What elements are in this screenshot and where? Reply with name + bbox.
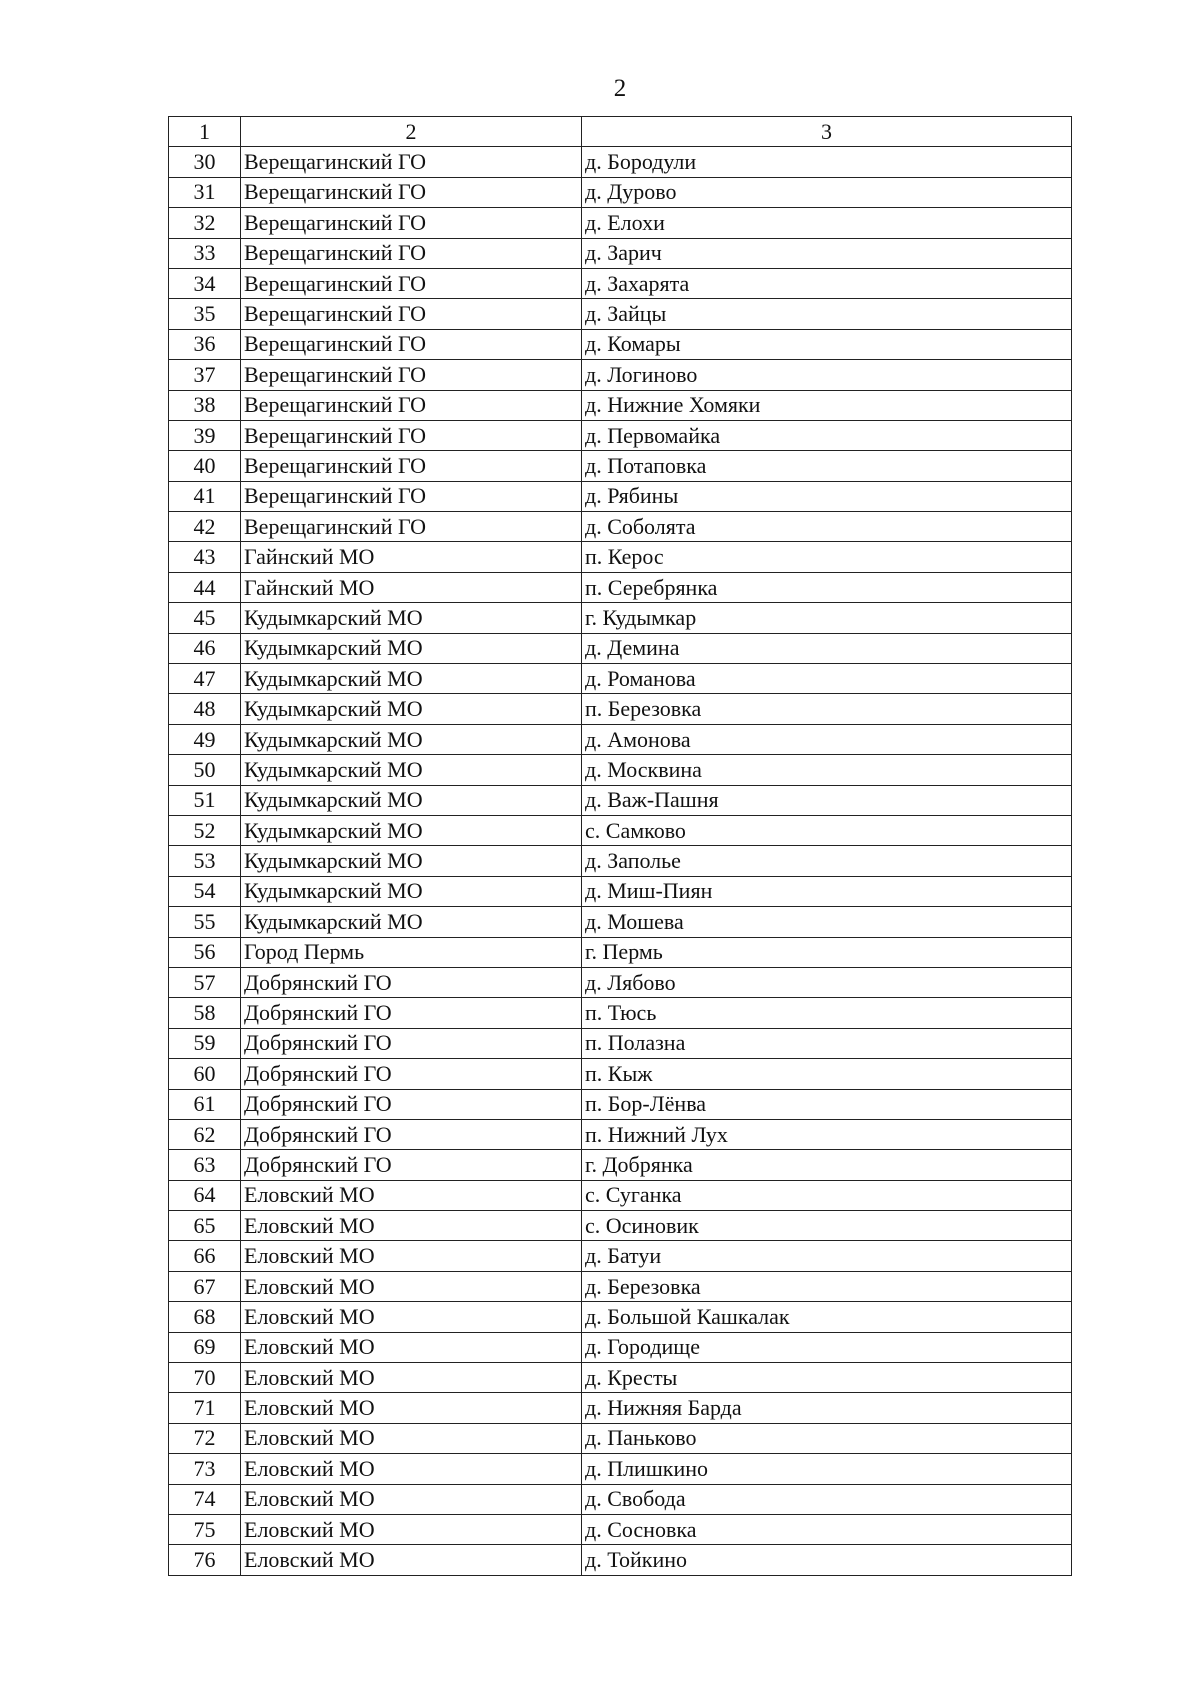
- table-row: [169, 1150, 1072, 1180]
- row-number-cell: 74: [169, 1484, 241, 1514]
- municipality-cell: Добрянский ГО: [241, 1059, 582, 1089]
- municipality-cell: Верещагинский ГО: [241, 268, 582, 298]
- table-row: [169, 633, 1072, 663]
- row-number-cell: 63: [169, 1150, 241, 1180]
- municipality-cell: Добрянский ГО: [241, 1119, 582, 1149]
- municipality-cell: Верещагинский ГО: [241, 420, 582, 450]
- settlement-cell: д. Дурово: [582, 177, 1072, 207]
- municipality-cell: Еловский МО: [241, 1514, 582, 1544]
- row-number-cell: 38: [169, 390, 241, 420]
- row-number-cell: 66: [169, 1241, 241, 1271]
- settlement-cell: д. Кресты: [582, 1363, 1072, 1393]
- header-cell-settlement: 3: [582, 117, 1072, 147]
- table-row: [169, 360, 1072, 390]
- table-row: [169, 1059, 1072, 1089]
- settlement-cell: д. Батуи: [582, 1241, 1072, 1271]
- table-row: [169, 876, 1072, 906]
- settlements-table: [168, 116, 1072, 1576]
- settlement-cell: д. Рябины: [582, 481, 1072, 511]
- settlement-cell: д. Большой Кашкалак: [582, 1302, 1072, 1332]
- table-row: [169, 846, 1072, 876]
- row-number-cell: 49: [169, 724, 241, 754]
- table-row: [169, 481, 1072, 511]
- row-number-cell: 32: [169, 208, 241, 238]
- settlement-cell: д. Захарята: [582, 268, 1072, 298]
- row-number-cell: 75: [169, 1514, 241, 1544]
- settlement-cell: д. Важ-Пашня: [582, 785, 1072, 815]
- table-row: [169, 1180, 1072, 1210]
- municipality-cell: Верещагинский ГО: [241, 329, 582, 359]
- municipality-cell: Город Пермь: [241, 937, 582, 967]
- table-row: [169, 724, 1072, 754]
- settlement-cell: д. Москвина: [582, 755, 1072, 785]
- table-row: [169, 1089, 1072, 1119]
- municipality-cell: Верещагинский ГО: [241, 208, 582, 238]
- settlement-cell: д. Соболята: [582, 512, 1072, 542]
- table-row: [169, 1545, 1072, 1575]
- row-number-cell: 71: [169, 1393, 241, 1423]
- settlement-cell: п. Березовка: [582, 694, 1072, 724]
- settlement-cell: д. Нижняя Барда: [582, 1393, 1072, 1423]
- municipality-cell: Добрянский ГО: [241, 1150, 582, 1180]
- settlement-cell: д. Нижние Хомяки: [582, 390, 1072, 420]
- settlement-cell: д. Елохи: [582, 208, 1072, 238]
- row-number-cell: 55: [169, 907, 241, 937]
- municipality-cell: Еловский МО: [241, 1393, 582, 1423]
- municipality-cell: Кудымкарский МО: [241, 664, 582, 694]
- municipality-cell: Кудымкарский МО: [241, 907, 582, 937]
- table-row: [169, 1302, 1072, 1332]
- municipality-cell: Кудымкарский МО: [241, 876, 582, 906]
- row-number-cell: 33: [169, 238, 241, 268]
- settlement-cell: д. Миш-Пиян: [582, 876, 1072, 906]
- row-number-cell: 36: [169, 329, 241, 359]
- table-row: [169, 1332, 1072, 1362]
- municipality-cell: Верещагинский ГО: [241, 177, 582, 207]
- municipality-cell: Верещагинский ГО: [241, 299, 582, 329]
- municipality-cell: Еловский МО: [241, 1454, 582, 1484]
- municipality-cell: Верещагинский ГО: [241, 451, 582, 481]
- row-number-cell: 54: [169, 876, 241, 906]
- table-row: [169, 907, 1072, 937]
- table-row: [169, 1211, 1072, 1241]
- settlement-cell: д. Тойкино: [582, 1545, 1072, 1575]
- table-row: [169, 1271, 1072, 1301]
- table-row: [169, 420, 1072, 450]
- table-row: [169, 238, 1072, 268]
- row-number-cell: 42: [169, 512, 241, 542]
- municipality-cell: Кудымкарский МО: [241, 846, 582, 876]
- settlement-cell: п. Тюсь: [582, 998, 1072, 1028]
- table-row: [169, 1028, 1072, 1058]
- municipality-cell: Кудымкарский МО: [241, 755, 582, 785]
- row-number-cell: 41: [169, 481, 241, 511]
- settlement-cell: п. Кыж: [582, 1059, 1072, 1089]
- row-number-cell: 60: [169, 1059, 241, 1089]
- row-number-cell: 48: [169, 694, 241, 724]
- settlement-cell: г. Кудымкар: [582, 603, 1072, 633]
- table-row: [169, 512, 1072, 542]
- row-number-cell: 56: [169, 937, 241, 967]
- row-number-cell: 59: [169, 1028, 241, 1058]
- table-row: [169, 1514, 1072, 1544]
- page-number: 2: [613, 75, 627, 102]
- table-row: [169, 268, 1072, 298]
- municipality-cell: Добрянский ГО: [241, 967, 582, 997]
- table-row: [169, 177, 1072, 207]
- settlement-cell: д. Первомайка: [582, 420, 1072, 450]
- table-row: [169, 1423, 1072, 1453]
- table-row: [169, 815, 1072, 845]
- row-number-cell: 69: [169, 1332, 241, 1362]
- row-number-cell: 67: [169, 1271, 241, 1301]
- settlement-cell: д. Зайцы: [582, 299, 1072, 329]
- municipality-cell: Верещагинский ГО: [241, 360, 582, 390]
- row-number-cell: 58: [169, 998, 241, 1028]
- settlement-cell: д. Городище: [582, 1332, 1072, 1362]
- settlement-cell: д. Бородули: [582, 147, 1072, 177]
- settlement-cell: с. Самково: [582, 815, 1072, 845]
- table-row: [169, 1393, 1072, 1423]
- settlement-cell: д. Комары: [582, 329, 1072, 359]
- row-number-cell: 64: [169, 1180, 241, 1210]
- table-row: [169, 1484, 1072, 1514]
- settlement-cell: п. Бор-Лёнва: [582, 1089, 1072, 1119]
- municipality-cell: Верещагинский ГО: [241, 390, 582, 420]
- row-number-cell: 57: [169, 967, 241, 997]
- settlement-cell: г. Пермь: [582, 937, 1072, 967]
- municipality-cell: Верещагинский ГО: [241, 481, 582, 511]
- row-number-cell: 35: [169, 299, 241, 329]
- settlement-cell: с. Осиновик: [582, 1211, 1072, 1241]
- row-number-cell: 68: [169, 1302, 241, 1332]
- municipality-cell: Еловский МО: [241, 1545, 582, 1575]
- table-row: [169, 664, 1072, 694]
- row-number-cell: 50: [169, 755, 241, 785]
- row-number-cell: 46: [169, 633, 241, 663]
- settlement-cell: д. Логиново: [582, 360, 1072, 390]
- table-row: [169, 998, 1072, 1028]
- settlement-cell: д. Амонова: [582, 724, 1072, 754]
- municipality-cell: Верещагинский ГО: [241, 512, 582, 542]
- settlement-cell: д. Лябово: [582, 967, 1072, 997]
- row-number-cell: 34: [169, 268, 241, 298]
- municipality-cell: Кудымкарский МО: [241, 724, 582, 754]
- table-row: [169, 1119, 1072, 1149]
- row-number-cell: 37: [169, 360, 241, 390]
- municipality-cell: Еловский МО: [241, 1484, 582, 1514]
- municipality-cell: Еловский МО: [241, 1332, 582, 1362]
- municipality-cell: Кудымкарский МО: [241, 785, 582, 815]
- table-row: [169, 694, 1072, 724]
- settlement-cell: д. Плишкино: [582, 1454, 1072, 1484]
- row-number-cell: 73: [169, 1454, 241, 1484]
- municipality-cell: Гайнский МО: [241, 542, 582, 572]
- settlement-cell: д. Зарич: [582, 238, 1072, 268]
- municipality-cell: Добрянский ГО: [241, 1089, 582, 1119]
- header-cell-number: 1: [169, 117, 241, 147]
- table-row: [169, 967, 1072, 997]
- row-number-cell: 65: [169, 1211, 241, 1241]
- settlement-cell: д. Свобода: [582, 1484, 1072, 1514]
- municipality-cell: Добрянский ГО: [241, 1028, 582, 1058]
- row-number-cell: 52: [169, 815, 241, 845]
- table-body: [169, 117, 1072, 1576]
- row-number-cell: 40: [169, 451, 241, 481]
- table-row: [169, 755, 1072, 785]
- table-row: [169, 1241, 1072, 1271]
- table-row: [169, 785, 1072, 815]
- row-number-cell: 72: [169, 1423, 241, 1453]
- row-number-cell: 31: [169, 177, 241, 207]
- municipality-cell: Еловский МО: [241, 1423, 582, 1453]
- municipality-cell: Добрянский ГО: [241, 998, 582, 1028]
- table-row: [169, 572, 1072, 602]
- table-row: [169, 147, 1072, 177]
- settlement-cell: с. Суганка: [582, 1180, 1072, 1210]
- row-number-cell: 70: [169, 1363, 241, 1393]
- row-number-cell: 45: [169, 603, 241, 633]
- municipality-cell: Кудымкарский МО: [241, 815, 582, 845]
- settlement-cell: д. Заполье: [582, 846, 1072, 876]
- row-number-cell: 61: [169, 1089, 241, 1119]
- table-row: [169, 208, 1072, 238]
- municipality-cell: Еловский МО: [241, 1211, 582, 1241]
- table-row: [169, 329, 1072, 359]
- settlement-cell: д. Сосновка: [582, 1514, 1072, 1544]
- settlement-cell: п. Серебрянка: [582, 572, 1072, 602]
- row-number-cell: 39: [169, 420, 241, 450]
- row-number-cell: 30: [169, 147, 241, 177]
- settlement-cell: д. Мошева: [582, 907, 1072, 937]
- municipality-cell: Верещагинский ГО: [241, 147, 582, 177]
- row-number-cell: 53: [169, 846, 241, 876]
- municipality-cell: Верещагинский ГО: [241, 238, 582, 268]
- header-cell-municipality: 2: [241, 117, 582, 147]
- municipality-cell: Кудымкарский МО: [241, 694, 582, 724]
- municipality-cell: Кудымкарский МО: [241, 633, 582, 663]
- table-row: [169, 603, 1072, 633]
- municipality-cell: Кудымкарский МО: [241, 603, 582, 633]
- municipality-cell: Еловский МО: [241, 1271, 582, 1301]
- municipality-cell: Гайнский МО: [241, 572, 582, 602]
- settlement-cell: п. Керос: [582, 542, 1072, 572]
- municipality-cell: Еловский МО: [241, 1363, 582, 1393]
- row-number-cell: 51: [169, 785, 241, 815]
- row-number-cell: 47: [169, 664, 241, 694]
- table-row: [169, 451, 1072, 481]
- settlement-cell: д. Романова: [582, 664, 1072, 694]
- table-row: [169, 1454, 1072, 1484]
- municipality-cell: Еловский МО: [241, 1241, 582, 1271]
- settlement-cell: д. Демина: [582, 633, 1072, 663]
- settlement-cell: п. Нижний Лух: [582, 1119, 1072, 1149]
- table-row: [169, 1363, 1072, 1393]
- municipality-cell: Еловский МО: [241, 1302, 582, 1332]
- table-row: [169, 299, 1072, 329]
- settlement-cell: д. Потаповка: [582, 451, 1072, 481]
- table-row: [169, 390, 1072, 420]
- settlement-cell: д. Березовка: [582, 1271, 1072, 1301]
- row-number-cell: 62: [169, 1119, 241, 1149]
- settlement-cell: г. Добрянка: [582, 1150, 1072, 1180]
- table-row: [169, 937, 1072, 967]
- row-number-cell: 43: [169, 542, 241, 572]
- settlement-cell: д. Паньково: [582, 1423, 1072, 1453]
- row-number-cell: 76: [169, 1545, 241, 1575]
- row-number-cell: 44: [169, 572, 241, 602]
- settlement-cell: п. Полазна: [582, 1028, 1072, 1058]
- table-row: [169, 542, 1072, 572]
- municipality-cell: Еловский МО: [241, 1180, 582, 1210]
- table-header-row: [169, 117, 1072, 147]
